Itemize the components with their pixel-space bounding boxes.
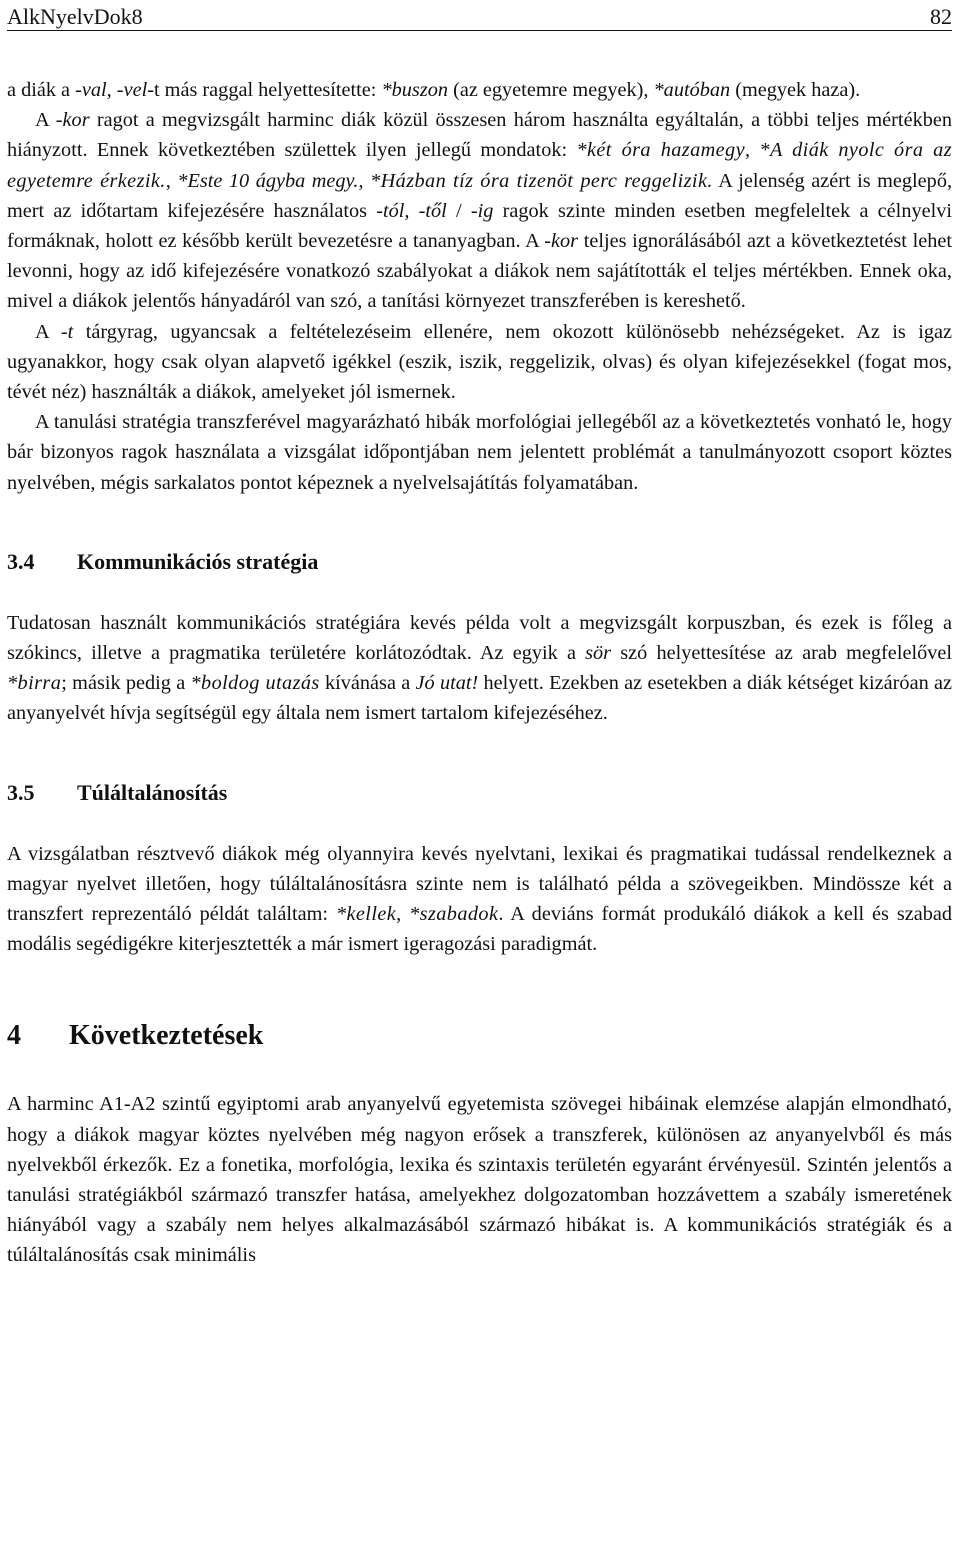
journal-name: AlkNyelvDok8 bbox=[7, 4, 143, 29]
section-heading: 3.4 Kommunikációs stratégia bbox=[7, 548, 319, 574]
paragraph: A tanulási stratégia transzferével magyarázható hibák morfológiai jellegéből az a következtetés vonható le, hogy bár bizonyos ragok használata a vizsgálat időpontjában nem jelentett problémát a tanulmányozott csoport köztes nyelvében, mégis sarkalatos pontot képeznek a nyelvelsajátítás folyamatában. bbox=[7, 411, 952, 494]
paragraph: A -kor ragot a megvizsgált harminc diák közül összesen három használta egyáltalán, a többi teljes mértékben hiányzott. Ennek következtében születtek ilyen jellegű mondatok: *két óra hazamegy, *A diák nyolc óra az egyetemre érkezik., *Este 10 ágyba megy., *Házban tíz óra tizenöt perc reggelizik. A jelenség azért is meglepő, mert az időtartam kifejezésére használatos -tól, -től / -ig ragok szinte minden esetben megfeleltek a célnyelvi formáknak, holott ez később került bevezetésre a tananyagban. A -kor teljes ignorálásából azt a következtetést lehet levonni, hogy az idő kifejezésére vonatkozó szabályokat a diákok nem sajátították el teljes mértékben. Ennek oka, mivel a diákok jelentős hányadáról van szó, a tanítási környezet transzferében is kereshető. bbox=[7, 109, 953, 313]
running-header bbox=[7, 0, 952, 31]
body-text bbox=[7, 75, 952, 1271]
paragraph: A harminc A1-A2 szintű egyiptomi arab anyanyelvű egyetemista szövegei hibáinak elemzése alapján elmondható, hogy a diákok magyar köztes nyelvében még nagyon erősek a transzferek, különösen az anyanyelvből és más nyelvekből érkezők. Ez a fonetika, morfológia, lexika és szintaxis területén egyaránt érvényesül. Szintén jelentős a tanulási stratégiákból származó transzfer hatása, amelyekhez dolgozatomban hozzávettem a szabály ismeretének hiányából vagy a szabály nem helyes alkalmazásából származó hibákat is. A kommunikációs stratégiák és a túláltalánosítás csak minimális bbox=[7, 1093, 952, 1267]
page-number: 82 bbox=[930, 4, 952, 29]
paragraph: a diák a -val, -vel-t más raggal helyettesítette: *buszon (az egyetemre megyek), *autóban (megyek haza). bbox=[7, 79, 861, 101]
paragraph: A -t tárgyrag, ugyancsak a feltételezéseim ellenére, nem okozott különösebb nehézségeket. Az is igaz ugyanakkor, hogy csak olyan alapvető igékkel (eszik, iszik, reggelizik, olvas) és olyan kifejezésekkel (fogat mos, tévét néz) használták a diákok, amelyeket jól ismernek. bbox=[7, 320, 952, 404]
paragraph: A vizsgálatban résztvevő diákok még olyannyira kevés nyelvtani, lexikai és pragmatikai tudással rendelkeznek a magyar nyelvet illetően, hogy túláltalánosításra szinte nem is található példa a szövegeikben. Mindössze két a transzfert reprezentáló példát találtam: *kellek, *szabadok. A deviáns formát produkáló diákok a kell és szabad modális segédigékre kiterjesztették a már ismert igeragozási paradigmát. bbox=[7, 842, 952, 956]
section-heading: 3.5 Túláltalánosítás bbox=[7, 779, 228, 805]
chapter-heading: 4 Következtetések bbox=[7, 1020, 264, 1052]
paragraph: Tudatosan használt kommunikációs stratégiára kevés példa volt a megvizsgált korpuszban, és ezek is főleg a szókincs, illetve a pragmatika területére korlátozódtak. Az egyik a sör szó helyettesítése az arab megfelelővel *birra; másik pedig a *boldog utazás kívánása a Jó utat! helyett. Ezekben az esetekben a diák kétséget kizáróan az anyanyelvét hívja segítségül egy általa nem ismert tartalom kifejezéséhez. bbox=[7, 611, 953, 725]
